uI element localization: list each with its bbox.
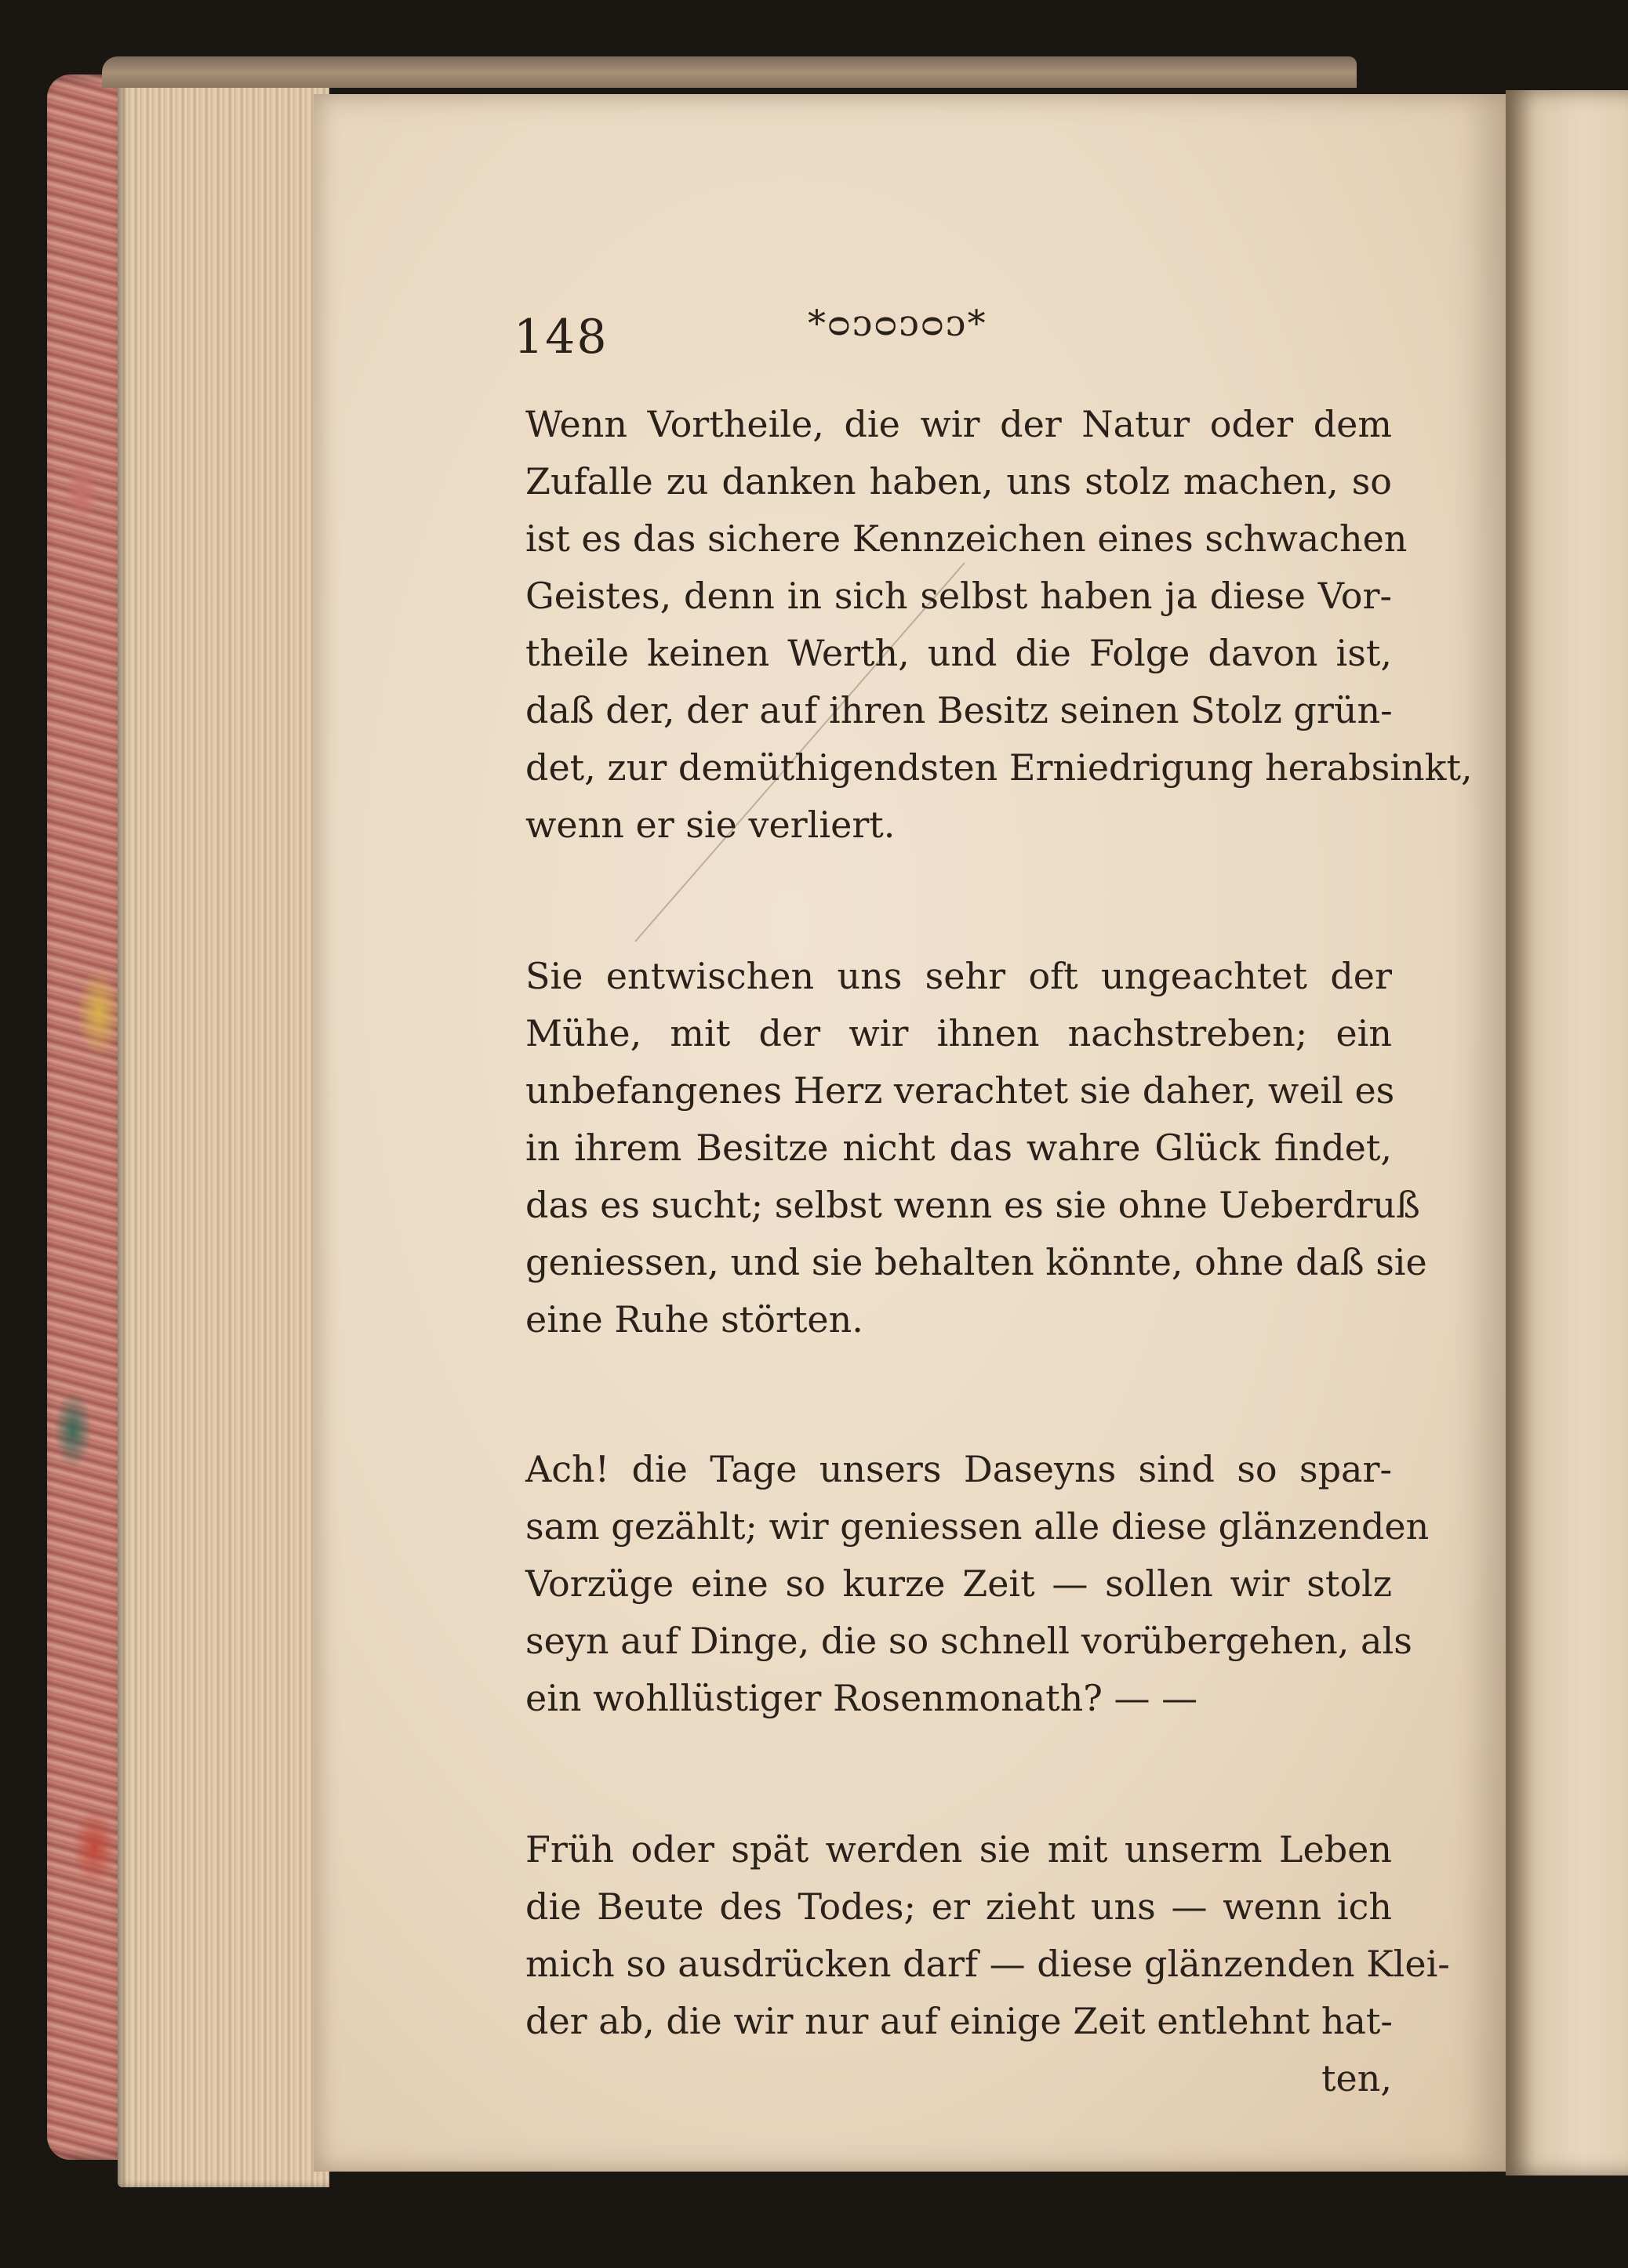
facing-page-edge bbox=[1506, 90, 1628, 2175]
paragraph-4 bbox=[525, 1821, 1450, 2107]
text-line: wenn er sie verliert. bbox=[525, 804, 896, 846]
spine-leather bbox=[102, 56, 1357, 88]
text-line: Geistes, denn in sich selbst haben ja diese Vor- bbox=[525, 575, 1392, 617]
text-line: theile keinen Werth, und die Folge davon ist, bbox=[525, 632, 1392, 674]
text-line: das es sucht; selbst wenn es sie ohne Ueberdruß bbox=[525, 1184, 1420, 1226]
text-line: Vorzüge eine so kurze Zeit — sollen wir stolz bbox=[525, 1562, 1392, 1605]
text-line: det, zur demüthigendsten Erniedrigung herabsinkt, bbox=[525, 746, 1473, 789]
text-line: ist es das sichere Kennzeichen eines schwachen bbox=[525, 517, 1408, 560]
text-line: sam gezählt; wir geniessen alle diese glänzenden bbox=[525, 1505, 1430, 1548]
paragraph-spacer bbox=[525, 854, 1392, 948]
paragraph-spacer bbox=[525, 1727, 1392, 1821]
text-line: Zufalle zu danken haben, uns stolz machen, so bbox=[525, 460, 1392, 503]
text-line: Sie entwischen uns sehr oft ungeachtet der bbox=[525, 955, 1392, 997]
page-text-block bbox=[514, 302, 1473, 2107]
text-line: die Beute des Todes; er zieht uns — wenn ich bbox=[525, 1885, 1392, 1928]
text-line: eine Ruhe störten. bbox=[525, 1298, 863, 1341]
text-line: geniessen, und sie behalten könnte, ohne daß sie bbox=[525, 1241, 1427, 1283]
text-line: ein wohllüstiger Rosenmonath? — — bbox=[525, 1677, 1198, 1719]
text-line: Mühe, mit der wir ihnen nachstreben; ein bbox=[525, 1012, 1392, 1054]
text-line: mich so ausdrücken darf — diese glänzenden Klei- bbox=[525, 1943, 1450, 1985]
page-header bbox=[514, 302, 1392, 396]
paragraph-3 bbox=[525, 1441, 1430, 1727]
text-line: daß der, der auf ihren Besitz seinen Stolz grün- bbox=[525, 689, 1393, 731]
text-line: der ab, die wir nur auf einige Zeit entlehnt hat- bbox=[525, 2000, 1393, 2042]
text-line: Wenn Vortheile, die wir der Natur oder dem bbox=[525, 403, 1392, 445]
text-line: Früh oder spät werden sie mit unserm Leben bbox=[525, 1828, 1392, 1871]
page-number: 148 bbox=[514, 310, 609, 365]
paragraph-2 bbox=[525, 948, 1427, 1348]
text-line: unbefangenes Herz verachtet sie daher, weil es bbox=[525, 1069, 1395, 1112]
page-edges bbox=[118, 71, 329, 2187]
text-line: seyn auf Dinge, die so schnell vorübergehen, als bbox=[525, 1620, 1412, 1662]
text-line: in ihrem Besitze nicht das wahre Glück findet, bbox=[525, 1127, 1392, 1169]
text-line: Ach! die Tage unsers Daseyns sind so spar- bbox=[525, 1448, 1392, 1490]
paragraph-1 bbox=[525, 396, 1473, 854]
header-ornament: *ᴑᴐᴑᴐᴑᴐ* bbox=[808, 302, 987, 344]
catchword: ten, bbox=[1321, 2057, 1392, 2099]
paragraph-spacer bbox=[525, 1348, 1392, 1441]
